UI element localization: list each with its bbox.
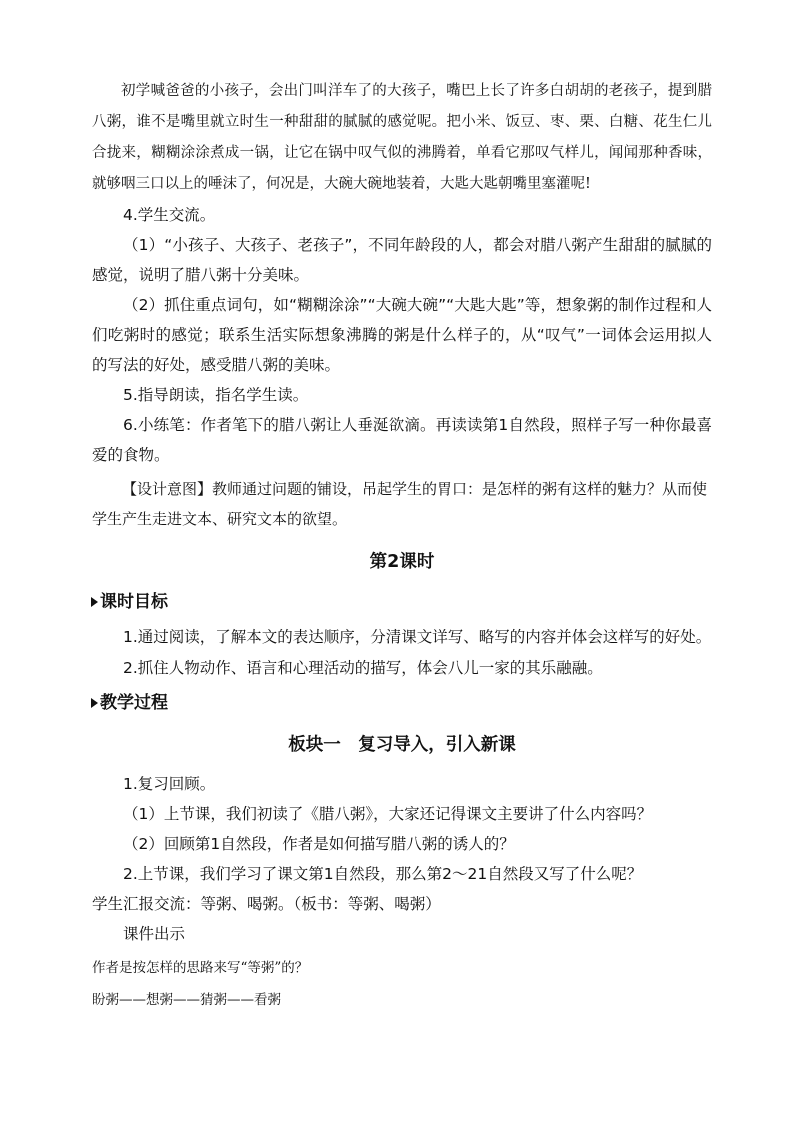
- section-heading-goals: [90, 588, 712, 616]
- document-page: [92, 76, 712, 1015]
- section-heading-process-label: 教学过程: [100, 693, 168, 713]
- courseware-question: 作者是按怎样的思路来写“等粥”的？: [92, 960, 309, 976]
- review-1: 1.复习回顾。: [123, 775, 216, 793]
- review-1-2: （2）回顾第1自然段，作者是如何描写腊八粥的诱人的？: [123, 835, 515, 853]
- courseware-label: 课件出示: [123, 925, 186, 943]
- item-4-2: （2）抓住重点词句，如“糊糊涂涂”“大碗大碗”“大匙大匙”等，想象粥的制作过程和人们吃粥时的感觉；联系生活实际想象沸腾的粥是什么样子的，从“叹气”一词体会运用拟人的写法的好处，感受腊八粥的美味。: [92, 296, 712, 374]
- courseware-answer: 盼粥——想粥——猜粥——看粥: [92, 992, 281, 1008]
- item-4: 4.学生交流。: [123, 206, 216, 224]
- section-heading-goals-label: 课时目标: [100, 592, 168, 612]
- design-intent: 【设计意图】教师通过问题的铺设，吊起学生的胃口：是怎样的粥有这样的魅力？从而使学生产生走进文本、研究文本的欲望。: [92, 480, 708, 528]
- goal-2: 2.抓住人物动作、语言和心理活动的描写，体会八儿一家的其乐融融。: [123, 659, 603, 677]
- item-6: 6.小练笔：作者笔下的腊八粥让人垂涎欲滴。再读读第1自然段，照样子写一种你最喜爱的食物。: [92, 416, 712, 464]
- quoted-paragraph: 初学喊爸爸的小孩子，会出门叫洋车了的大孩子，嘴巴上长了许多白胡胡的老孩子，提到腊八粥，谁不是嘴里就立时生一种甜甜的腻腻的感觉呢。把小米、饭豆、枣、栗、白糖、花生仁儿合拢来，糊糊涂涂煮成一锅，让它在锅中叹气似的沸腾着，单看它那叹气样儿，闻闻那种香味，就够咽三口以上的唾沫了，何况是，大碗大碗地装着，大匙大匙朝嘴里塞灌呢!: [92, 83, 712, 192]
- lesson-title: 第2课时: [369, 552, 435, 572]
- student-report: 学生汇报交流：等粥、喝粥。（板书：等粥、喝粥）: [92, 895, 441, 913]
- section-heading-process: [90, 689, 712, 717]
- review-2: 2.上节课，我们学习了课文第1自然段，那么第2～21自然段又写了什么呢？: [123, 865, 643, 883]
- block-one-title: 板块一 复习导入，引入新课: [288, 735, 516, 755]
- review-1-1: （1）上节课，我们初读了《腊八粥》，大家还记得课文主要讲了什么内容吗？: [123, 805, 653, 823]
- triangle-marker-icon: [91, 698, 98, 708]
- item-5: 5.指导朗读，指名学生读。: [123, 386, 309, 404]
- goal-1: 1.通过阅读，了解本文的表达顺序，分清课文详写、略写的内容并体会这样写的好处。: [123, 628, 712, 646]
- triangle-marker-icon: [91, 597, 98, 607]
- item-4-1: （1）“小孩子、大孩子、老孩子”，不同年龄段的人，都会对腊八粥产生甜甜的腻腻的感觉，说明了腊八粥十分美味。: [92, 236, 712, 284]
